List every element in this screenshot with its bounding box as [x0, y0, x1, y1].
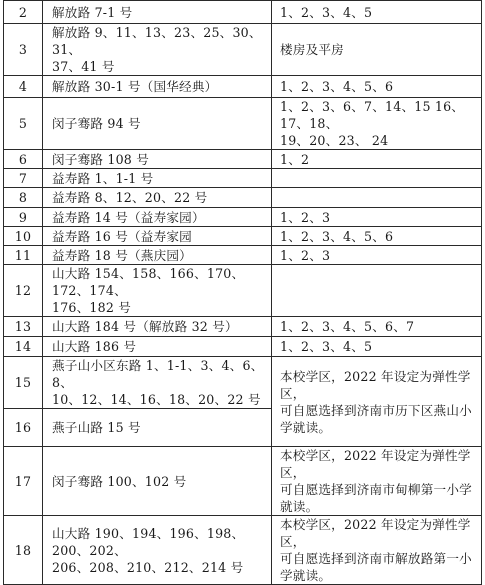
row-number: 4: [4, 76, 43, 98]
address-cell: 解放路 7-1 号: [43, 1, 272, 24]
building-cell: 1、2、3、6、7、14、15 16、17、18、 19、20、23、 24: [272, 98, 482, 150]
row-number: 17: [4, 447, 43, 516]
address-cell: 益寿路 1、1-1 号: [43, 169, 272, 188]
table-row: [4, 76, 482, 98]
address-cell: 山大路 184 号（解放路 32 号）: [43, 317, 272, 337]
building-cell: [272, 169, 482, 188]
row-number: 15: [4, 357, 43, 409]
row-number: 16: [4, 409, 43, 447]
row-number: 14: [4, 337, 43, 357]
address-cell: 燕子山路 15 号: [43, 409, 272, 447]
building-cell: 1、2、3、4、5、6: [272, 76, 482, 98]
address-cell: 益寿路 16 号（益寿家园: [43, 227, 272, 246]
building-cell: 1、2、3、4、5: [272, 1, 482, 24]
address-cell: 解放路 30-1 号（国华经典）: [43, 76, 272, 98]
table-row: [4, 227, 482, 246]
table-row: [4, 317, 482, 337]
row-number: 18: [4, 516, 43, 585]
row-number: 7: [4, 169, 43, 188]
table-row: [4, 265, 482, 317]
building-cell: 1、2、3、4、5、6: [272, 227, 482, 246]
table-row: [4, 246, 482, 265]
table-row: [4, 1, 482, 24]
row-number: 6: [4, 150, 43, 169]
row-number: 3: [4, 24, 43, 76]
building-cell: 1、2、3: [272, 208, 482, 227]
table-row: [4, 150, 482, 169]
row-number: 13: [4, 317, 43, 337]
building-cell: 本校学区，2022 年设定为弹性学区， 可自愿选择到济南市解放路第一小 学就读。: [272, 516, 482, 585]
address-cell: 燕子山小区东路 1、1-1、3、4、6、8、 10、12、14、16、18、20、22 号: [43, 357, 272, 409]
building-cell: 楼房及平房: [272, 24, 482, 76]
building-cell: 本校学区，2022 年设定为弹性学区， 可自愿选择到济南市历下区燕山小 学就读。: [272, 357, 482, 447]
table-row: [4, 337, 482, 357]
building-cell: 1、2、3、4、5: [272, 337, 482, 357]
building-cell: 本校学区，2022 年设定为弹性学区， 可自愿选择到济南市甸柳第一小学 就读。: [272, 447, 482, 516]
table-row: [4, 357, 482, 409]
table-row: [4, 169, 482, 188]
table-row: [4, 447, 482, 516]
address-cell: 闵子骞路 100、102 号: [43, 447, 272, 516]
row-number: 11: [4, 246, 43, 265]
row-number: 2: [4, 1, 43, 24]
address-cell: 益寿路 18 号（燕庆园）: [43, 246, 272, 265]
building-cell: 1、2、3: [272, 246, 482, 265]
table-row: [4, 98, 482, 150]
table-row: [4, 24, 482, 76]
address-cell: 山大路 186 号: [43, 337, 272, 357]
row-number: 12: [4, 265, 43, 317]
table-row: [4, 208, 482, 227]
address-cell: 解放路 9、11、13、23、25、30、31、 37、41 号: [43, 24, 272, 76]
building-cell: 1、2: [272, 150, 482, 169]
address-cell: 山大路 154、158、166、170、172、174、 176、182 号: [43, 265, 272, 317]
row-number: 10: [4, 227, 43, 246]
row-number: 9: [4, 208, 43, 227]
building-cell: [272, 265, 482, 317]
school-district-table: [3, 0, 482, 585]
address-cell: 闵子骞路 108 号: [43, 150, 272, 169]
building-cell: [272, 188, 482, 208]
row-number: 8: [4, 188, 43, 208]
address-cell: 闵子骞路 94 号: [43, 98, 272, 150]
address-cell: 益寿路 8、12、20、22 号: [43, 188, 272, 208]
address-cell: 益寿路 14 号（益寿家园）: [43, 208, 272, 227]
table-row: [4, 516, 482, 585]
address-cell: 山大路 190、194、196、198、200、202、 206、208、210、212、214 号: [43, 516, 272, 585]
building-cell: 1、2、3、4、5、6、7: [272, 317, 482, 337]
row-number: 5: [4, 98, 43, 150]
table-row: [4, 188, 482, 208]
